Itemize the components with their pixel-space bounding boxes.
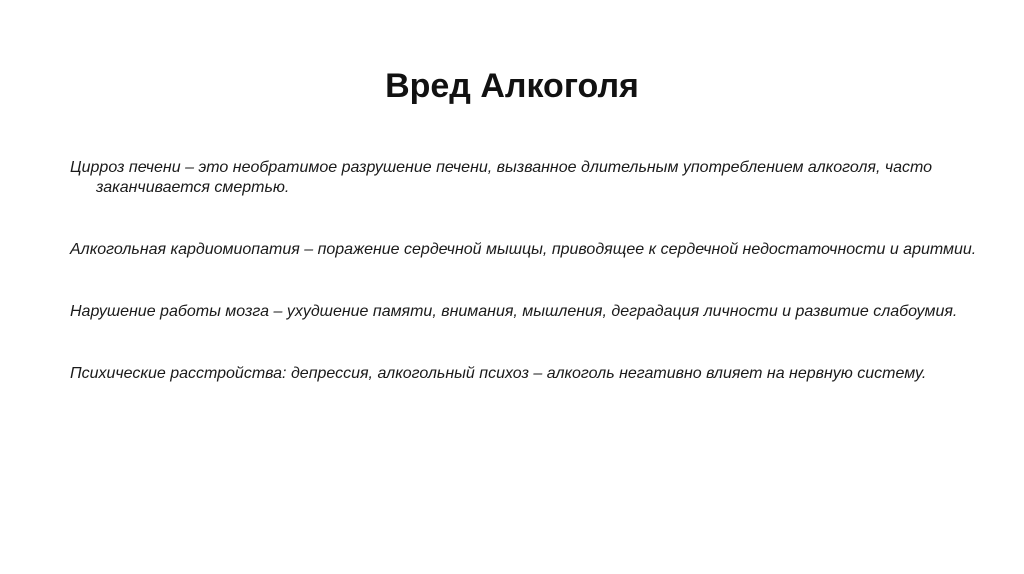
bullet-item-brain: Нарушение работы мозга – ухудшение памяти, внимания, мышления, деградация личности и развитие слабоумия.	[70, 303, 958, 320]
bullet-list	[70, 158, 990, 426]
bullet-item-cardiomyopathy: Алкогольная кардиомиопатия – поражение сердечной мышцы, приводящее к сердечной недостаточности и аритмии.	[70, 241, 977, 258]
bullet-item-cirrhosis: Цирроз печени – это необратимое разрушение печени, вызванное длительным употреблением алкоголя, часто заканчивается смертью.	[70, 159, 933, 196]
slide-title: Вред Алкоголя	[385, 67, 639, 105]
bullet-item-mental: Психические расстройства: депрессия, алкогольный психоз – алкоголь негативно влияет на нервную систему.	[70, 365, 927, 382]
